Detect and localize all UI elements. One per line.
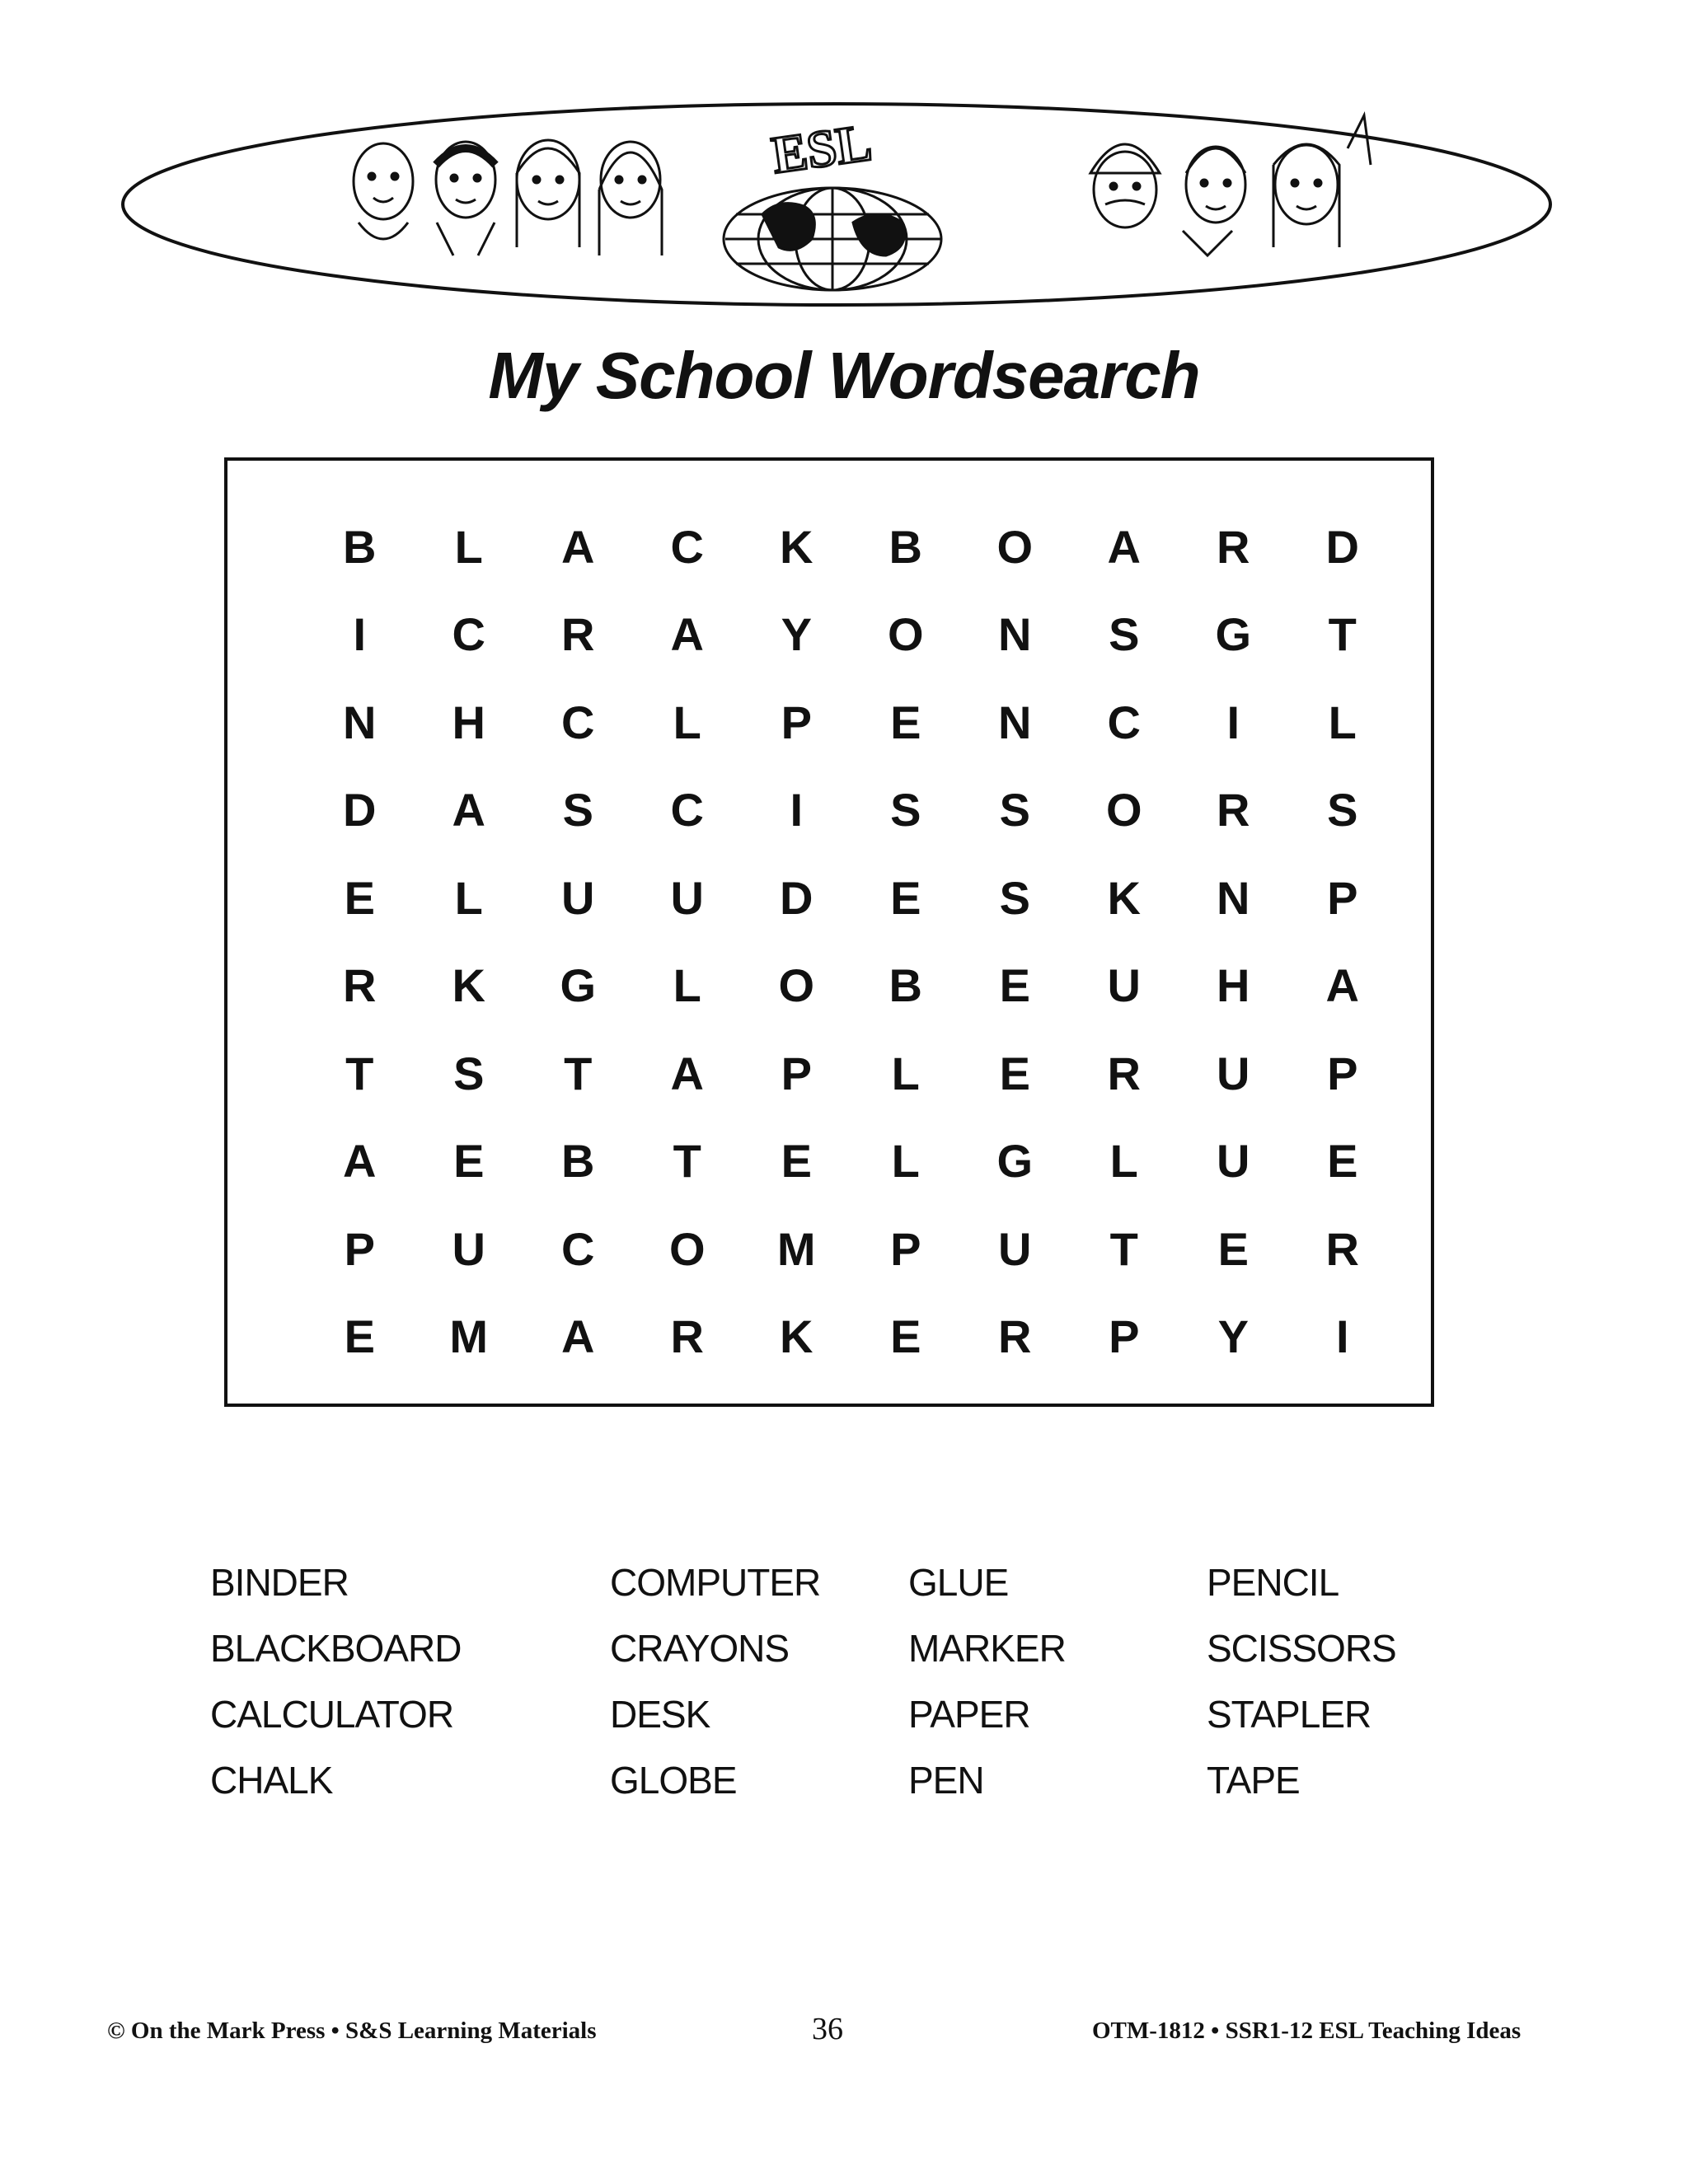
word-list-item: PENCIL [1207,1561,1339,1604]
esl-banner [120,99,1554,309]
grid-letter: R [670,1310,704,1363]
word-list-item: PEN [908,1759,984,1802]
grid-letter: O [1105,784,1142,837]
grid-letter: T [1328,608,1357,661]
grid-letter: U [1217,1047,1250,1099]
grid-letter: K [780,1310,814,1363]
grid-letter: L [1328,696,1357,748]
grid-letter: C [670,784,704,837]
grid-letter: N [998,696,1032,748]
word-list-item: CALCULATOR [210,1693,454,1736]
grid-letter: Y [1217,1310,1249,1363]
grid-letter: S [453,1047,485,1099]
grid-letter: O [668,1222,706,1275]
page-title: My School Wordsearch [488,339,1200,412]
grid-letter: K [780,520,814,573]
grid-letter: U [1107,959,1141,1012]
grid-letter: P [1327,871,1358,924]
grid-letter: L [891,1047,920,1099]
grid-letter: D [343,784,377,837]
grid-letter: L [891,1135,920,1188]
grid-letter: M [449,1310,489,1363]
grid-letter: R [1217,520,1250,573]
word-list-item: TAPE [1207,1759,1300,1802]
grid-letter: H [1217,959,1250,1012]
grid-letter: P [890,1222,921,1275]
grid-letter: N [343,696,377,748]
grid-letter: Y [781,608,812,661]
word-list-item: MARKER [908,1627,1066,1670]
grid-letter: L [673,959,701,1012]
grid-letter: E [890,696,921,748]
grid-letter: A [670,1047,704,1099]
grid-letter: P [344,1222,375,1275]
grid-letter: E [344,1310,375,1363]
grid-letter: A [1325,959,1359,1012]
grid-letter: D [780,871,814,924]
grid-letter: B [561,1135,595,1188]
grid-letter: H [452,696,485,748]
grid-letter: I [1226,696,1240,748]
grid-letter: N [998,608,1032,661]
grid-letter: N [1217,871,1250,924]
grid-letter: E [1327,1135,1358,1188]
grid-letter: L [454,871,483,924]
grid-letter: P [1109,1310,1140,1363]
grid-letter: S [562,784,593,837]
word-list-item: BLACKBOARD [210,1627,462,1670]
grid-letter: S [999,871,1030,924]
grid-letter: T [564,1047,593,1099]
word-list-item: CRAYONS [610,1627,790,1670]
grid-letter: R [998,1310,1032,1363]
globe-icon [724,188,941,290]
footer-product-code: OTM-1812 • SSR1-12 ESL Teaching Ideas [1092,2018,1522,2044]
word-list [210,1549,1447,1830]
grid-letter: A [1107,520,1141,573]
grid-letter: D [1325,520,1359,573]
grid-letter: R [561,608,595,661]
grid-letter: T [345,1047,374,1099]
word-list-item: PAPER [908,1693,1030,1736]
word-list-item: SCISSORS [1207,1627,1396,1670]
grid-letter: E [344,871,375,924]
grid-letter: A [561,1310,595,1363]
grid-letter: A [452,784,485,837]
grid-letter: I [1335,1310,1349,1363]
grid-letter: G [560,959,597,1012]
grid-letter: U [670,871,704,924]
grid-letter: B [343,520,377,573]
grid-letter: I [353,608,367,661]
grid-letter: O [996,520,1034,573]
grid-letter: S [1109,608,1140,661]
grid-letter: P [781,1047,812,1099]
grid-letter: L [454,520,483,573]
grid-letter: R [343,959,377,1012]
grid-letter: L [673,696,701,748]
grid-letter: B [889,520,922,573]
page-number: 36 [812,2012,843,2046]
grid-letter: C [452,608,485,661]
grid-letter: B [889,959,922,1012]
word-list-item: STAPLER [1207,1693,1372,1736]
grid-letter: R [1107,1047,1141,1099]
grid-letter: G [996,1135,1034,1188]
grid-letter: C [670,520,704,573]
grid-letter: E [999,959,1030,1012]
grid-letter: U [452,1222,485,1275]
grid-letter: A [561,520,595,573]
grid-letter: E [890,1310,921,1363]
grid-letter: I [790,784,804,837]
esl-banner-art [120,99,1554,309]
grid-letter: O [887,608,924,661]
grid-letter: T [673,1135,701,1188]
grid-letter: U [998,1222,1032,1275]
grid-letter: E [1217,1222,1249,1275]
grid-letter: C [561,696,595,748]
grid-letter: U [561,871,595,924]
grid-letter: M [776,1222,816,1275]
svg-text:ESL: ESL [768,112,875,185]
grid-letter: E [781,1135,812,1188]
grid-letter: S [1327,784,1358,837]
grid-letter: A [343,1135,377,1188]
grid-letter: P [781,696,812,748]
word-list-item: CHALK [210,1759,333,1802]
grid-letter: T [1109,1222,1138,1275]
wordsearch-grid [305,503,1376,1368]
grid-letter: E [890,871,921,924]
grid-letter: G [1215,608,1252,661]
grid-letter: K [1107,871,1141,924]
grid-letter: R [1325,1222,1359,1275]
grid-letter: A [670,608,704,661]
word-list-item: BINDER [210,1561,349,1604]
word-list-item: GLOBE [610,1759,737,1802]
grid-letter: R [1217,784,1250,837]
grid-letter: K [452,959,485,1012]
grid-letter: S [890,784,921,837]
grid-letter: P [1327,1047,1358,1099]
footer-copyright: © On the Mark Press • S&S Learning Materials [107,2018,597,2044]
grid-letter: E [453,1135,485,1188]
word-list-item: COMPUTER [610,1561,821,1604]
grid-letter: U [1217,1135,1250,1188]
grid-letter: C [561,1222,595,1275]
grid-letter: O [778,959,815,1012]
word-list-item: DESK [610,1693,710,1736]
word-list-item: GLUE [908,1561,1009,1604]
grid-letter: C [1107,696,1141,748]
grid-letter: S [999,784,1030,837]
grid-letter: E [999,1047,1030,1099]
grid-letter: L [1109,1135,1138,1188]
